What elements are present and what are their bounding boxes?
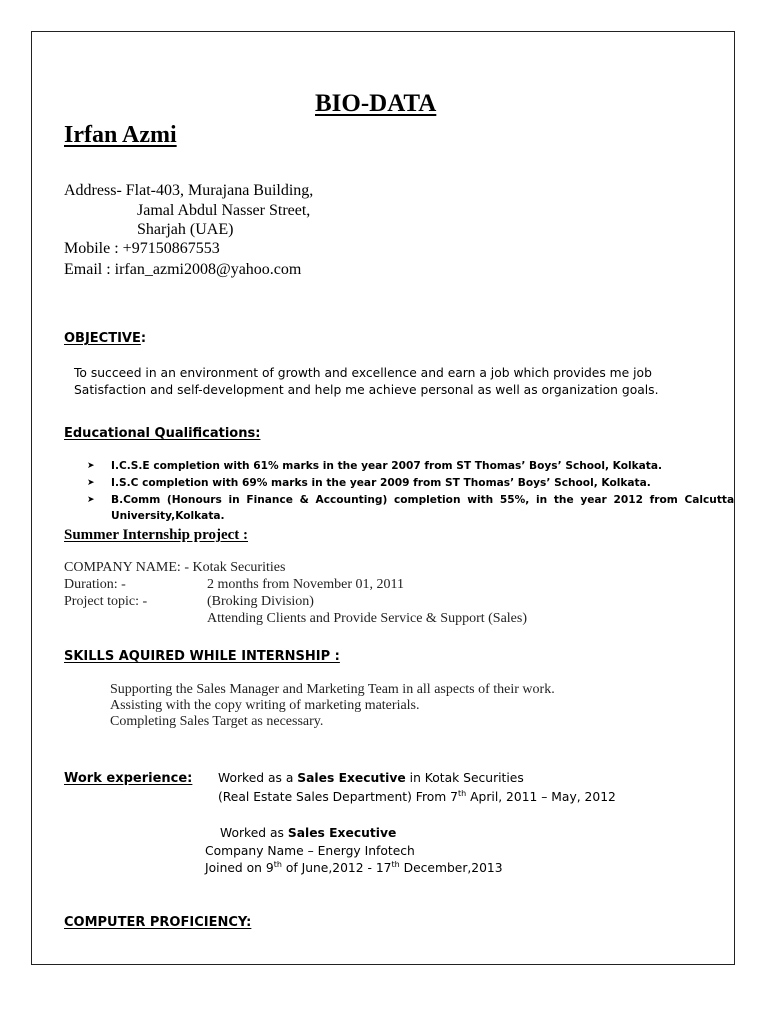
- work-job-1-dates-b: April, 2011 – May, 2012: [466, 790, 616, 804]
- education-item-3: B.Comm (Honours in Finance & Accounting) completion with 55%, in the year 2012 from Calcutta: [111, 494, 735, 506]
- skills-item-3: Completing Sales Target as necessary.: [110, 714, 324, 729]
- internship-topic-value-1: (Broking Division): [207, 594, 314, 609]
- work-job-2-joined-sup-1: th: [273, 859, 282, 869]
- document-title: BIO-DATA: [315, 90, 437, 117]
- arrow-bullet-icon: ➤: [87, 495, 95, 505]
- work-job-2-line-1: [220, 826, 396, 840]
- email-address: Email : irfan_azmi2008@yahoo.com: [64, 261, 302, 278]
- work-job-2-joined: [205, 861, 503, 875]
- internship-heading: Summer Internship project :: [64, 527, 249, 543]
- work-job-2-joined-b: of June,2012 - 17: [281, 861, 392, 875]
- skills-item-1: Supporting the Sales Manager and Marketing Team in all aspects of their work.: [110, 682, 555, 697]
- work-job-1-line-1: [218, 771, 524, 785]
- address-line-3: Sharjah (UAE): [137, 221, 234, 238]
- internship-topic-value-2: Attending Clients and Provide Service & Support (Sales): [207, 611, 528, 626]
- objective-heading-text: OBJECTIVE: [64, 331, 141, 346]
- work-job-1-dates-sup: th: [458, 788, 467, 798]
- work-job-1-line-2: [218, 790, 616, 804]
- work-job-2-prefix: Worked as: [220, 826, 288, 840]
- work-job-1-prefix: Worked as a: [218, 771, 298, 785]
- work-job-1-suffix: in Kotak Securities: [405, 771, 524, 785]
- internship-topic-label: Project topic: -: [64, 594, 148, 609]
- person-name: Irfan Azmi: [64, 122, 177, 148]
- objective-line-2: Satisfaction and self-development and help me achieve personal as well as organization goals.: [74, 383, 659, 397]
- mobile-number: Mobile : +97150867553: [64, 240, 220, 257]
- internship-duration-value: 2 months from November 01, 2011: [207, 577, 405, 592]
- computer-proficiency-heading: COMPUTER PROFICIENCY:: [64, 915, 252, 930]
- education-item-3-continued: University,Kolkata.: [111, 510, 225, 522]
- objective-heading-colon: :: [140, 331, 147, 346]
- address-line-1: Address- Flat-403, Murajana Building,: [64, 182, 314, 199]
- skills-item-2: Assisting with the copy writing of marketing materials.: [110, 698, 420, 713]
- work-experience-heading: Work experience:: [64, 771, 193, 786]
- internship-company: COMPANY NAME: - Kotak Securities: [64, 560, 286, 575]
- objective-heading: [64, 331, 146, 346]
- document-page: [31, 31, 735, 965]
- work-job-2-joined-c: December,2013: [399, 861, 503, 875]
- work-job-1-role: Sales Executive: [297, 771, 406, 785]
- skills-heading: SKILLS AQUIRED WHILE INTERNSHIP :: [64, 649, 340, 664]
- address-line-2: Jamal Abdul Nasser Street,: [137, 202, 311, 219]
- internship-duration-label: Duration: -: [64, 577, 126, 592]
- work-job-2-joined-a: Joined on 9: [205, 861, 274, 875]
- arrow-bullet-icon: ➤: [87, 478, 95, 488]
- objective-line-1: To succeed in an environment of growth and excellence and earn a job which provides me job: [74, 366, 652, 380]
- work-job-2-company: Company Name – Energy Infotech: [205, 844, 415, 858]
- education-item-1: I.C.S.E completion with 61% marks in the year 2007 from ST Thomas’ Boys’ School, Kolkata.: [111, 460, 663, 472]
- work-job-2-joined-sup-2: th: [391, 859, 400, 869]
- education-heading: Educational Qualifications:: [64, 426, 261, 441]
- work-job-2-role: Sales Executive: [287, 826, 397, 840]
- work-job-1-dates-a: (Real Estate Sales Department) From 7: [218, 790, 458, 804]
- education-item-2: I.S.C completion with 69% marks in the year 2009 from ST Thomas’ Boys’ School, Kolkata.: [111, 477, 651, 489]
- arrow-bullet-icon: ➤: [87, 461, 95, 471]
